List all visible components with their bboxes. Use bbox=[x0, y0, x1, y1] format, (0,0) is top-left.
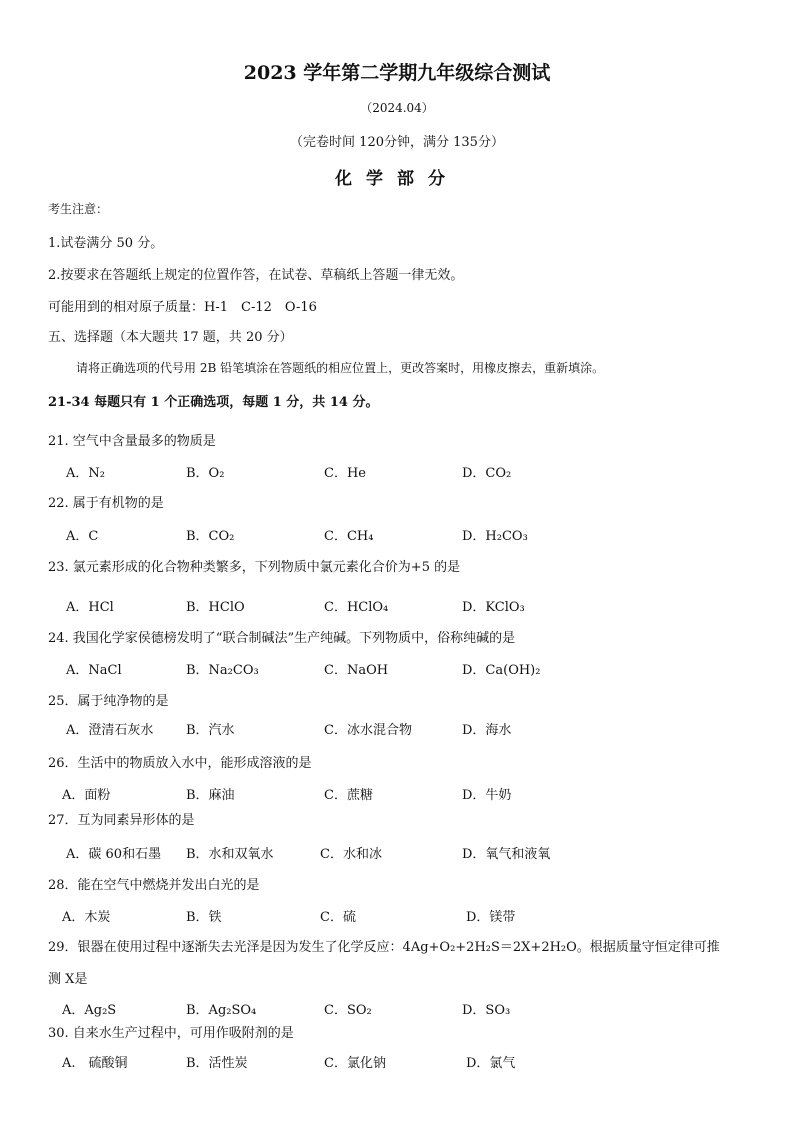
option-a: A．NaCl bbox=[66, 663, 122, 678]
option-d: D．H₂CO₃ bbox=[462, 529, 528, 544]
question-stem: 21. 空气中含量最多的物质是 bbox=[48, 434, 216, 449]
question-stem: 23. 氯元素形成的化合物种类繁多，下列物质中氯元素化合价为+5 的是 bbox=[48, 560, 461, 575]
question-stem: 28．能在空气中燃烧并发出白光的是 bbox=[48, 878, 260, 893]
option-c: C．HClO₄ bbox=[324, 600, 389, 615]
question-stem: 29．银器在使用过程中逐渐失去光泽是因为发生了化学反应：4Ag+O₂+2H₂S＝2X+2H₂O。根据质量守恒定律可推 bbox=[48, 940, 720, 955]
question-stem-continued: 测 X是 bbox=[48, 972, 88, 987]
option-c: C．SO₂ bbox=[324, 1003, 372, 1018]
option-a: A．澄清石灰水 bbox=[66, 723, 154, 738]
notes-heading: 考生注意： bbox=[48, 202, 109, 216]
note-item-2: 2.按要求在答题纸上规定的位置作答，在试卷、草稿纸上答题一律无效。 bbox=[48, 268, 464, 283]
section-title: 五、选择题（本大题共 17 题，共 20 分） bbox=[48, 330, 293, 345]
option-a: A．碳 60和石墨 bbox=[66, 847, 162, 862]
option-b: B．Na₂CO₃ bbox=[186, 663, 259, 678]
option-b: B．铁 bbox=[186, 910, 222, 925]
option-d: D．SO₃ bbox=[462, 1003, 511, 1018]
option-a: A. 硫酸铜 bbox=[62, 1056, 128, 1071]
option-b: B．O₂ bbox=[186, 466, 225, 481]
question-stem: 24. 我国化学家侯德榜发明了“联合制碱法”生产纯碱。下列物质中，俗称纯碱的是 bbox=[48, 631, 516, 646]
option-c: C．氯化钠 bbox=[324, 1056, 386, 1071]
option-a: A．木炭 bbox=[62, 910, 111, 925]
option-a: A．面粉 bbox=[62, 788, 111, 803]
option-d: D．海水 bbox=[462, 723, 512, 738]
option-d: D．Ca(OH)₂ bbox=[462, 663, 541, 678]
page-title: 2023 学年第二学期九年级综合测试 bbox=[243, 62, 551, 84]
option-c: C．CH₄ bbox=[324, 529, 374, 544]
option-a: A．HCl bbox=[66, 600, 114, 615]
option-d: D．氯气 bbox=[466, 1056, 516, 1071]
option-d: D．KClO₃ bbox=[462, 600, 525, 615]
option-c: C．冰水混合物 bbox=[324, 723, 412, 738]
option-b: B．麻油 bbox=[186, 788, 235, 803]
option-a: A．Ag₂S bbox=[62, 1003, 117, 1018]
option-c: C．水和冰 bbox=[320, 847, 382, 862]
option-b: B．汽水 bbox=[186, 723, 235, 738]
option-b: B．活性炭 bbox=[186, 1056, 248, 1071]
question-stem: 22. 属于有机物的是 bbox=[48, 496, 164, 511]
question-stem: 27．互为同素异形体的是 bbox=[48, 813, 195, 828]
question-stem: 26．生活中的物质放入水中，能形成溶液的是 bbox=[48, 756, 312, 771]
question-stem: 25．属于纯净物的是 bbox=[48, 694, 169, 709]
option-b: B．Ag₂SO₄ bbox=[186, 1003, 257, 1018]
exam-date: （2024.04） bbox=[360, 101, 434, 115]
option-d: D．牛奶 bbox=[462, 788, 512, 803]
option-c: C．NaOH bbox=[324, 663, 389, 678]
option-b: B．水和双氧水 bbox=[186, 847, 274, 862]
section-instruction: 请将正确选项的代号用 2B 铅笔填涂在答题纸的相应位置上，更改答案时，用橡皮擦去，重新填涂。 bbox=[76, 361, 605, 375]
option-a: A．C bbox=[66, 529, 99, 544]
note-item-1: 1.试卷满分 50 分。 bbox=[48, 236, 164, 251]
question-stem: 30. 自来水生产过程中，可用作吸附剂的是 bbox=[48, 1026, 294, 1041]
option-c: C．硫 bbox=[320, 910, 356, 925]
option-b: B．HClO bbox=[186, 600, 245, 615]
option-a: A．N₂ bbox=[66, 466, 105, 481]
option-d: D．CO₂ bbox=[462, 466, 512, 481]
atomic-mass: 可能用到的相对原子质量：H-1 C-12 O-16 bbox=[48, 300, 317, 315]
time-note: （完卷时间 120分钟，满分 135分） bbox=[290, 135, 504, 150]
option-d: D．镁带 bbox=[466, 910, 516, 925]
part-title: 化学部分 bbox=[335, 169, 459, 189]
option-b: B．CO₂ bbox=[186, 529, 235, 544]
option-d: D．氧气和液氧 bbox=[462, 847, 551, 862]
option-c: C．He bbox=[324, 466, 366, 481]
section-subheading: 21-34 每题只有 1 个正确选项，每题 1 分，共 14 分。 bbox=[48, 395, 379, 410]
option-c: C．蔗糖 bbox=[324, 788, 373, 803]
